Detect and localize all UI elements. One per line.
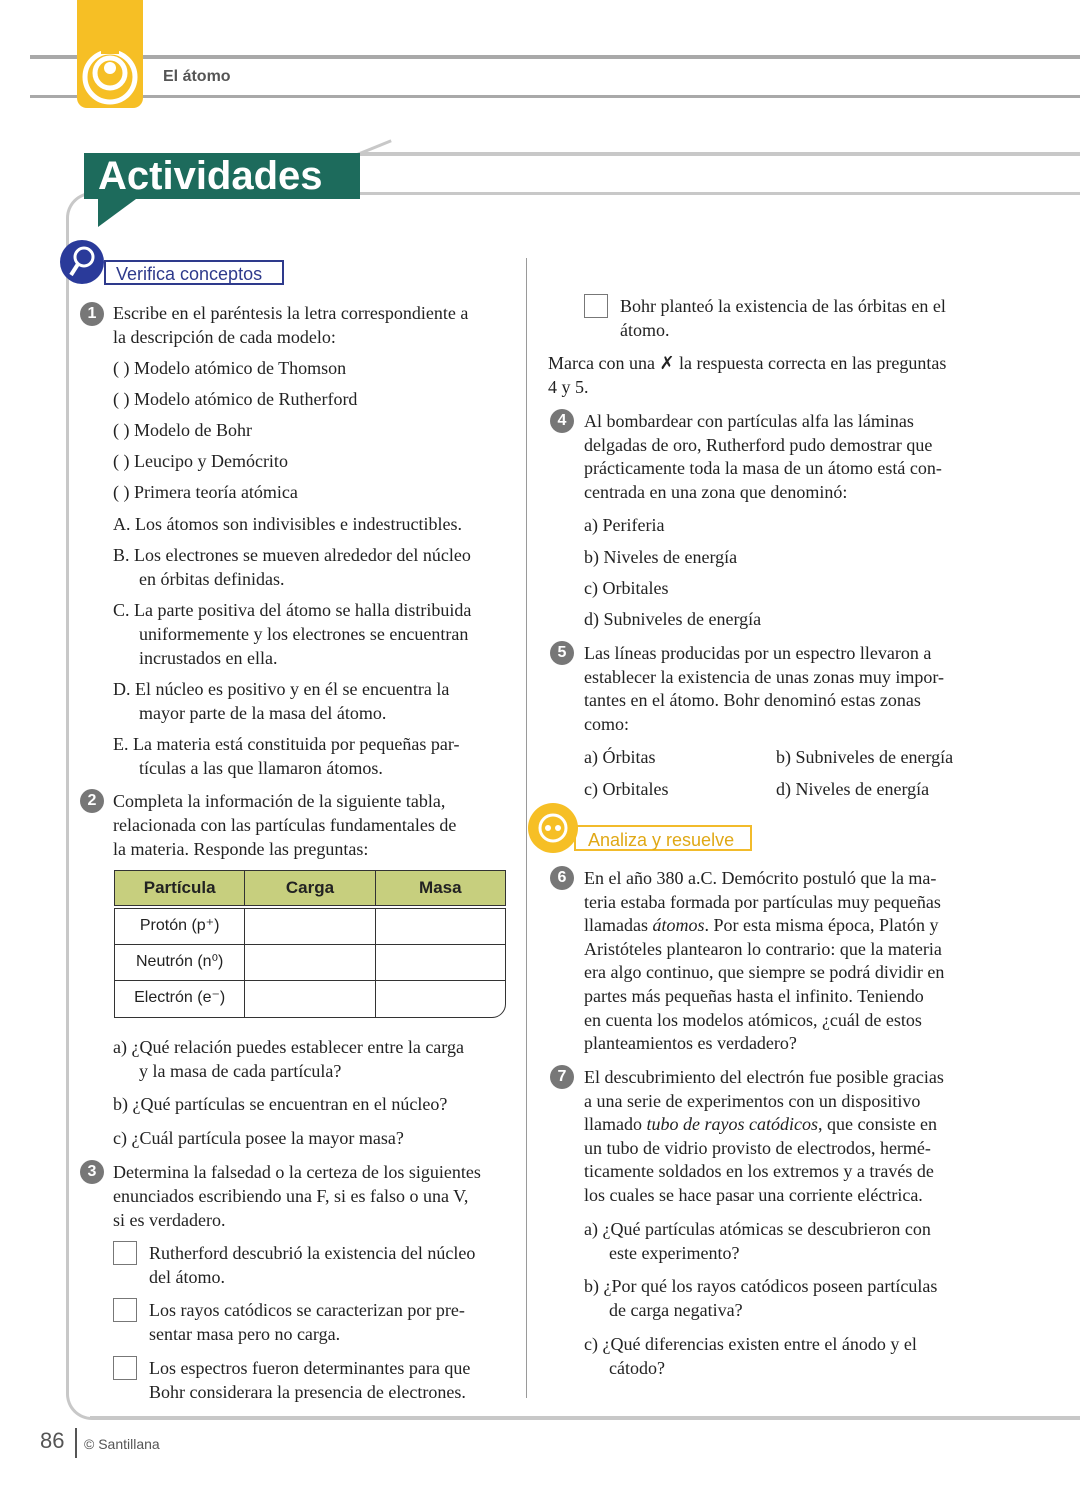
q2-text-3: la materia. Responde las preguntas: xyxy=(113,839,369,859)
q4-text-4: centrada en una zona que denominó: xyxy=(584,482,848,502)
q6-text-2: teria estaba formada por partículas muy pequeñas xyxy=(584,892,941,912)
q6-text-3 xyxy=(584,914,938,938)
q7-sub-a: a) ¿Qué partículas atómicas se descubrieron con xyxy=(584,1219,931,1239)
table-row xyxy=(115,981,505,1017)
copyright: © Santillana xyxy=(84,1436,160,1452)
table-cell-mass[interactable] xyxy=(376,981,505,1017)
particles-table-body xyxy=(114,908,506,1018)
table-cell-mass[interactable] xyxy=(376,909,505,944)
chapter-title: El átomo xyxy=(163,68,231,85)
q5-option[interactable]: d) Niveles de energía xyxy=(776,779,930,799)
q3-text-3: si es verdadero. xyxy=(113,1210,226,1230)
q1-description-e: E. La materia está constituida por pequeñas par- xyxy=(113,734,460,754)
table-row xyxy=(115,909,505,945)
q1-description-d-cont: mayor parte de la masa del átomo. xyxy=(139,703,387,723)
q7-sub-c-cont: cátodo? xyxy=(609,1358,665,1378)
question-number-6: 6 xyxy=(550,866,574,890)
q1-description-a: A. Los átomos son indivisibles e indestructibles. xyxy=(113,514,462,534)
q4-option[interactable]: a) Periferia xyxy=(584,515,665,535)
q6-text-5: era algo continuo, que siempre se podrá dividir en xyxy=(584,962,945,982)
true-false-checkbox[interactable] xyxy=(113,1298,137,1322)
q2-text-1: Completa la información de la siguiente tabla, xyxy=(113,791,446,811)
q7-sub-b-cont: de carga negativa? xyxy=(609,1300,743,1320)
q3-statement-3-cont: Bohr considerara la presencia de electrones. xyxy=(149,1382,466,1402)
table-header-cell: Masa xyxy=(419,878,462,897)
true-false-checkbox[interactable] xyxy=(113,1241,137,1265)
q6-text-6: partes más pequeñas hasta el infinito. Teniendo xyxy=(584,986,924,1006)
table-header-cell: Carga xyxy=(245,871,375,905)
q7-text-3-italic: tubo de rayos catódicos xyxy=(646,1114,818,1134)
question-number-1: 1 xyxy=(80,302,104,326)
q7-text-1: El descubrimiento del electrón fue posible gracias xyxy=(584,1067,944,1087)
q6-text-1: En el año 380 a.C. Demócrito postuló que la ma- xyxy=(584,868,937,888)
q5-text-2: establecer la existencia de unas zonas muy impor- xyxy=(584,667,944,687)
q1-match-item: ( ) Modelo atómico de Rutherford xyxy=(113,389,358,409)
q7-sub-b: b) ¿Por qué los rayos catódicos poseen partículas xyxy=(584,1276,938,1296)
q6-text-3a: llamadas xyxy=(584,915,653,935)
q4-option[interactable]: b) Niveles de energía xyxy=(584,547,738,567)
q2-sub-a-cont: y la masa de cada partícula? xyxy=(139,1061,342,1081)
q2-text-2: relacionada con las partículas fundamentales de xyxy=(113,815,457,835)
table-row xyxy=(115,945,505,981)
q5-option[interactable]: c) Orbitales xyxy=(584,779,669,799)
q3-statement-2-cont: sentar masa pero no carga. xyxy=(149,1324,341,1344)
q5-option[interactable]: a) Órbitas xyxy=(584,747,656,767)
q5-text-3: tantes en el átomo. Bohr denominó estas zonas xyxy=(584,690,921,710)
question-number-7: 7 xyxy=(550,1065,574,1089)
table-cell-particle: Protón (p⁺) xyxy=(115,909,245,944)
q1-text-2: la descripción de cada modelo: xyxy=(113,327,336,347)
gear-eyes-icon xyxy=(528,803,578,853)
q7-text-3a: llamado xyxy=(584,1114,647,1134)
question-number-5: 5 xyxy=(550,641,574,665)
true-false-checkbox[interactable] xyxy=(113,1356,137,1380)
q7-text-3 xyxy=(584,1113,937,1137)
q1-description-b: B. Los electrones se mueven alrededor del núcleo xyxy=(113,545,471,565)
q7-sub-a-cont: este experimento? xyxy=(609,1243,740,1263)
q1-description-d: D. El núcleo es positivo y en él se encuentra la xyxy=(113,679,450,699)
section-verify-label: Verifica conceptos xyxy=(104,260,284,285)
atom-spiral-icon xyxy=(77,0,143,108)
table-cell-charge[interactable] xyxy=(245,909,375,944)
q4-option[interactable]: c) Orbitales xyxy=(584,578,669,598)
table-cell-charge[interactable] xyxy=(245,945,375,980)
mark-instruction: Marca con una ✗ la respuesta correcta en las preguntas xyxy=(548,353,947,373)
mark-instruction-cont: 4 y 5. xyxy=(548,377,589,397)
q1-description-c-cont: uniformemente y los electrones se encuentran xyxy=(139,624,469,644)
q1-description-c: C. La parte positiva del átomo se halla distribuida xyxy=(113,600,472,620)
magnifier-icon xyxy=(60,240,104,284)
q2-sub-c: c) ¿Cuál partícula posee la mayor masa? xyxy=(113,1128,404,1148)
q3-statement-4-cont: átomo. xyxy=(620,320,670,340)
particles-table-header xyxy=(114,870,506,906)
q3-statement-1-cont: del átomo. xyxy=(149,1267,225,1287)
question-number-2: 2 xyxy=(80,789,104,813)
q4-text-2: delgadas de oro, Rutherford pudo demostrar que xyxy=(584,435,933,455)
activities-banner: Actividades xyxy=(84,153,360,199)
q3-statement-3: Los espectros fueron determinantes para que xyxy=(149,1358,471,1378)
activities-banner-tail xyxy=(98,199,136,227)
q1-match-item: ( ) Modelo de Bohr xyxy=(113,420,252,440)
table-cell-particle: Electrón (e⁻) xyxy=(115,981,245,1017)
q7-text-6: los cuales se hace pasar una corriente eléctrica. xyxy=(584,1185,923,1205)
q1-match-item: ( ) Leucipo y Demócrito xyxy=(113,451,288,471)
q3-statement-2: Los rayos catódicos se caracterizan por pre- xyxy=(149,1300,465,1320)
q1-description-e-cont: tículas a las que llamaron átomos. xyxy=(139,758,383,778)
q7-sub-c: c) ¿Qué diferencias existen entre el ánodo y el xyxy=(584,1334,917,1354)
q3-statement-1: Rutherford descubrió la existencia del núcleo xyxy=(149,1243,476,1263)
q5-text-1: Las líneas producidas por un espectro llevaron a xyxy=(584,643,932,663)
frame-top-rule xyxy=(360,152,1080,156)
q4-text-1: Al bombardear con partículas alfa las láminas xyxy=(584,411,914,431)
q6-text-7: en cuenta los modelos atómicos, ¿cuál de estos xyxy=(584,1010,922,1030)
question-number-4: 4 xyxy=(550,409,574,433)
table-header-cell: Partícula xyxy=(115,871,245,905)
q6-text-4: Aristóteles plantearon lo contrario: que la materia xyxy=(584,939,942,959)
q6-text-8: planteamientos es verdadero? xyxy=(584,1033,797,1053)
footer-divider xyxy=(75,1428,77,1458)
frame-bottom-rule xyxy=(90,1416,1080,1419)
q7-text-4: un tubo de vidrio provisto de electrodos, hermé- xyxy=(584,1138,931,1158)
q2-sub-a: a) ¿Qué relación puedes establecer entre la carga xyxy=(113,1037,464,1057)
table-cell-mass[interactable] xyxy=(376,945,505,980)
q7-text-2: a una serie de experimentos con un dispositivo xyxy=(584,1091,921,1111)
table-cell-charge[interactable] xyxy=(245,981,375,1017)
q4-option[interactable]: d) Subniveles de energía xyxy=(584,609,762,629)
q3-statement-4: Bohr planteó la existencia de las órbitas en el xyxy=(620,296,946,316)
q1-match-item: ( ) Modelo atómico de Thomson xyxy=(113,358,347,378)
q5-option[interactable]: b) Subniveles de energía xyxy=(776,747,954,767)
q1-description-c-cont: incrustados en ella. xyxy=(139,648,278,668)
header-rule-bottom xyxy=(30,95,1080,98)
question-number-3: 3 xyxy=(80,1160,104,1184)
q2-sub-b: b) ¿Qué partículas se encuentran en el núcleo? xyxy=(113,1094,448,1114)
true-false-checkbox[interactable] xyxy=(584,294,608,318)
q1-text-1: Escribe en el paréntesis la letra correspondiente a xyxy=(113,303,469,323)
page-number: 86 xyxy=(40,1428,65,1453)
q1-match-item: ( ) Primera teoría atómica xyxy=(113,482,298,502)
q3-text-1: Determina la falsedad o la certeza de los siguientes xyxy=(113,1162,481,1182)
column-divider xyxy=(526,258,527,1398)
chapter-tab xyxy=(77,0,143,108)
q4-text-3: prácticamente toda la masa de un átomo está con- xyxy=(584,458,942,478)
q6-text-3-italic: átomos xyxy=(652,915,705,935)
q7-text-3c: , que consiste en xyxy=(817,1114,937,1134)
q7-text-5: ticamente soldados en los extremos y a través de xyxy=(584,1161,934,1181)
header-rule-top xyxy=(30,55,1080,59)
q3-text-2: enunciados escribiendo una F, si es falso o una V, xyxy=(113,1186,469,1206)
q1-description-b-cont: en órbitas definidas. xyxy=(139,569,285,589)
q5-text-4: como: xyxy=(584,714,629,734)
table-cell-particle: Neutrón (n⁰) xyxy=(115,945,245,980)
section-analyze-label: Analiza y resuelve xyxy=(574,825,752,851)
q6-text-3c: . Por esta misma época, Platón y xyxy=(704,915,939,935)
